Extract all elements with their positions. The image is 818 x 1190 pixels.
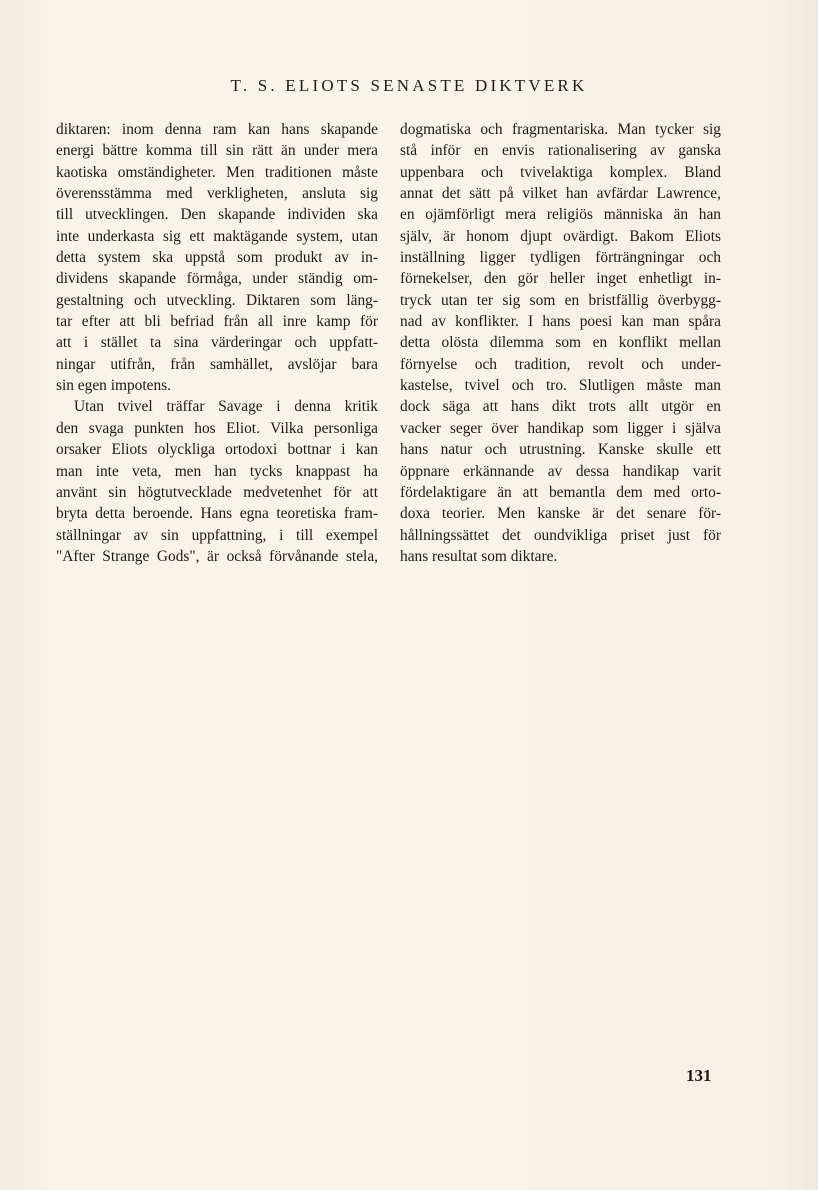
text-line: dock säga att hans dikt trots allt utgör en [400,398,721,416]
text-line: dividens skapande förmåga, under ständig om- [56,270,378,288]
text-line: förnyelse och tradition, revolt och under- [400,355,721,373]
text-line: förnekelser, den gör heller inget enhetligt in- [400,270,721,288]
text-line: använt sin högtutvecklade medvetenhet för att [56,483,378,501]
text-line: "After Strange Gods", är också förvånande stela, [56,547,378,565]
text-line: vacker seger över handikap som ligger i själva [400,419,721,437]
text-line: orsaker Eliots olyckliga ortodoxi bottnar i kan [56,441,378,459]
left-text-column [56,119,378,567]
text-line: diktaren: inom denna ram kan hans skapande [56,121,378,138]
text-line: detta system ska uppstå som produkt av in- [56,249,378,267]
text-line: hans natur och utrustning. Kanske skulle ett [400,441,721,459]
text-line: annat det sätt på vilket han avfärdar Lawrence, [400,185,721,203]
text-line: fördelaktigare än att bemantla dem med orto- [400,483,721,501]
text-line: stå inför en envis rationalisering av ganska [400,142,721,160]
text-line: tar efter att bli befriad från all inre kamp för [56,313,378,331]
text-line: ningar utifrån, från samhället, avslöjar bara [56,355,378,373]
text-line: inte underkasta sig ett maktägande system, utan [56,227,378,245]
right-text-column [400,119,721,567]
text-line: detta olösta dilemma som en konflikt mellan [400,334,721,352]
page-number: 131 [686,1066,712,1085]
text-line: inställning ligger tydligen förträngningar och [400,249,721,267]
text-line: öppnare erkännande av dessa handikap varit [400,462,721,480]
text-line: bryta detta beroende. Hans egna teoretiska fram- [56,505,378,523]
text-line: doxa teorier. Men kanske är det senare för- [400,505,721,523]
text-line: gestaltning och utveckling. Diktaren som läng- [56,291,378,309]
text-line: att i stället ta sina värderingar och uppfatt- [56,334,378,352]
text-line: dogmatiska och fragmentariska. Man tycker sig [400,121,721,138]
text-line: kastelse, tvivel och tro. Slutligen måste man [400,377,721,395]
text-line: ställningar av sin uppfattning, i till exempel [56,526,378,544]
text-line: själv, är honom djupt ovärdigt. Bakom Eliots [400,227,721,245]
text-line: överensstämma med verkligheten, ansluta sig [56,185,378,203]
text-line: till utvecklingen. Den skapande individen ska [56,206,378,224]
text-line: nad av konflikter. I hans poesi kan man spåra [400,313,721,331]
paragraph-last-line: sin egen impotens. [56,377,171,395]
text-line: kaotiska omständigheter. Men traditionen måste [56,163,378,181]
text-line: den svaga punkten hos Eliot. Vilka personliga [56,419,378,437]
running-header: T. S. ELIOTS SENASTE DIKTVERK [230,76,588,95]
text-line: en ojämförligt mera religiös människa än han [400,206,721,224]
paragraph-last-line: hans resultat som diktare. [400,547,558,565]
text-line: tryck utan ter sig som en bristfällig överbygg- [400,291,721,309]
text-line: hållningssättet det oundvikliga priset just för [400,526,721,544]
text-line: uppenbara och tvivelaktiga komplex. Bland [400,163,721,181]
text-line: man inte veta, men han tycks knappast ha [56,462,378,480]
paragraph-first-line: Utan tvivel träffar Savage i denna kritik [74,398,378,416]
text-line: energi bättre komma till sin rätt än under mera [56,142,378,160]
